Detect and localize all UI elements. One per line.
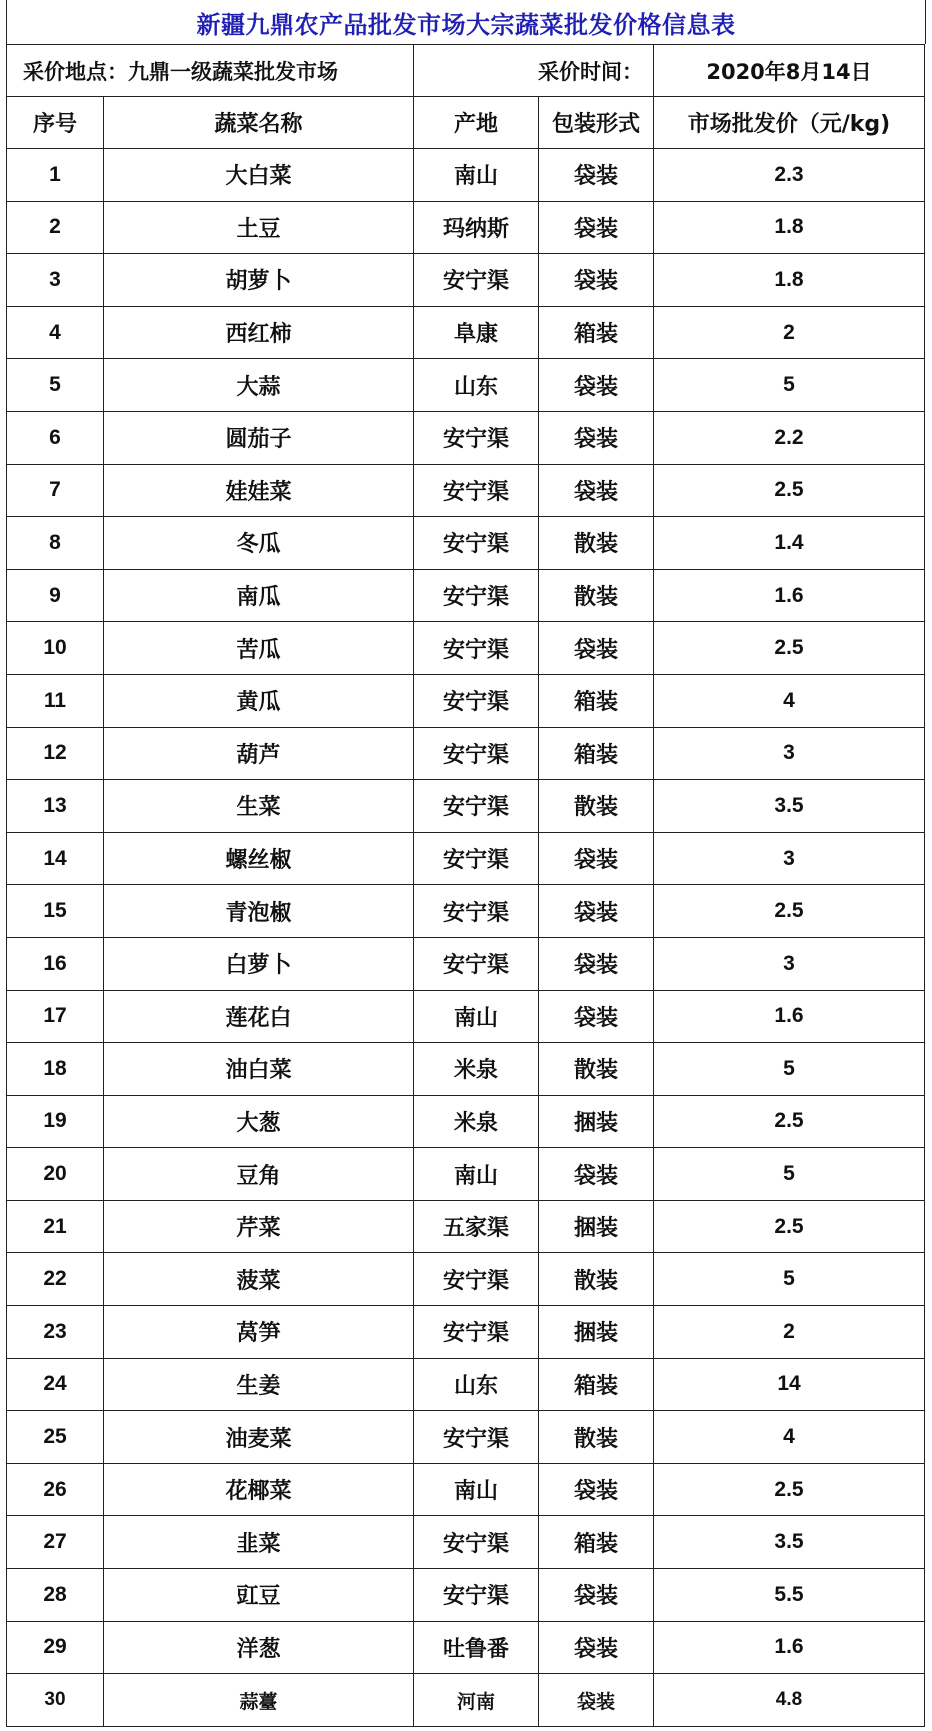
cell-price: 1.8: [654, 254, 925, 307]
cell-vegetable-name: 土豆: [104, 201, 414, 254]
cell-packaging: 袋装: [539, 1148, 654, 1201]
cell-origin: 南山: [414, 990, 539, 1043]
table-row: [7, 937, 925, 990]
cell-index: 9: [7, 569, 104, 622]
table-row: [7, 990, 925, 1043]
cell-vegetable-name: 大葱: [104, 1095, 414, 1148]
cell-packaging: 箱装: [539, 306, 654, 359]
table-row: [7, 569, 925, 622]
cell-vegetable-name: 大白菜: [104, 149, 414, 202]
cell-vegetable-name: 生姜: [104, 1358, 414, 1411]
cell-price: 1.8: [654, 201, 925, 254]
cell-origin: 米泉: [414, 1095, 539, 1148]
table-row: [7, 201, 925, 254]
cell-index: 22: [7, 1253, 104, 1306]
cell-packaging: 捆装: [539, 1306, 654, 1359]
cell-origin: 安宁渠: [414, 1516, 539, 1569]
table-row: [7, 411, 925, 464]
cell-origin: 阜康: [414, 306, 539, 359]
cell-price: 2.5: [654, 1463, 925, 1516]
cell-vegetable-name: 韭菜: [104, 1516, 414, 1569]
header-index: 序号: [7, 97, 104, 149]
cell-origin: 河南: [414, 1674, 539, 1727]
cell-packaging: 捆装: [539, 1200, 654, 1253]
table-row: [7, 1043, 925, 1096]
table-row: [7, 1516, 925, 1569]
cell-price: 2.5: [654, 464, 925, 517]
cell-vegetable-name: 油麦菜: [104, 1411, 414, 1464]
cell-price: 4: [654, 674, 925, 727]
table-row: [7, 1674, 925, 1727]
cell-origin: 安宁渠: [414, 464, 539, 517]
cell-origin: 安宁渠: [414, 1569, 539, 1622]
cell-price: 5: [654, 1043, 925, 1096]
cell-origin: 吐鲁番: [414, 1621, 539, 1674]
cell-index: 3: [7, 254, 104, 307]
table-row: [7, 1200, 925, 1253]
cell-vegetable-name: 苦瓜: [104, 622, 414, 675]
table-row: [7, 517, 925, 570]
cell-index: 23: [7, 1306, 104, 1359]
table-row: [7, 1253, 925, 1306]
cell-packaging: 袋装: [539, 359, 654, 412]
cell-price: 1.6: [654, 569, 925, 622]
header-packaging: 包装形式: [539, 97, 654, 149]
cell-index: 26: [7, 1463, 104, 1516]
cell-vegetable-name: 青泡椒: [104, 885, 414, 938]
table-row: [7, 885, 925, 938]
cell-vegetable-name: 豇豆: [104, 1569, 414, 1622]
table-row: [7, 1621, 925, 1674]
cell-index: 11: [7, 674, 104, 727]
cell-vegetable-name: 圆茄子: [104, 411, 414, 464]
cell-origin: 安宁渠: [414, 622, 539, 675]
cell-packaging: 散装: [539, 1253, 654, 1306]
table-row: [7, 359, 925, 412]
cell-index: 8: [7, 517, 104, 570]
cell-index: 12: [7, 727, 104, 780]
cell-origin: 南山: [414, 149, 539, 202]
cell-origin: 安宁渠: [414, 1253, 539, 1306]
meta-row: [7, 45, 925, 97]
cell-index: 7: [7, 464, 104, 517]
cell-origin: 山东: [414, 359, 539, 412]
cell-origin: 玛纳斯: [414, 201, 539, 254]
table-row: [7, 306, 925, 359]
cell-price: 14: [654, 1358, 925, 1411]
table-row: [7, 1411, 925, 1464]
table-row: [7, 1463, 925, 1516]
cell-price: 3: [654, 727, 925, 780]
price-table: [6, 44, 925, 1727]
table-row: [7, 780, 925, 833]
table-row: [7, 1095, 925, 1148]
cell-origin: 安宁渠: [414, 1306, 539, 1359]
cell-price: 2.3: [654, 149, 925, 202]
table-row: [7, 464, 925, 517]
cell-packaging: 袋装: [539, 254, 654, 307]
table-row: [7, 622, 925, 675]
cell-vegetable-name: 冬瓜: [104, 517, 414, 570]
cell-vegetable-name: 胡萝卜: [104, 254, 414, 307]
cell-packaging: 散装: [539, 1043, 654, 1096]
cell-origin: 南山: [414, 1463, 539, 1516]
cell-packaging: 箱装: [539, 1516, 654, 1569]
cell-origin: 安宁渠: [414, 254, 539, 307]
cell-price: 5.5: [654, 1569, 925, 1622]
cell-price: 3.5: [654, 1516, 925, 1569]
cell-index: 18: [7, 1043, 104, 1096]
cell-packaging: 箱装: [539, 727, 654, 780]
cell-price: 4: [654, 1411, 925, 1464]
cell-vegetable-name: 菠菜: [104, 1253, 414, 1306]
table-row: [7, 1569, 925, 1622]
cell-vegetable-name: 黄瓜: [104, 674, 414, 727]
time-value: 2020年8月14日: [654, 45, 925, 97]
cell-packaging: 袋装: [539, 1569, 654, 1622]
cell-index: 19: [7, 1095, 104, 1148]
cell-price: 5: [654, 1253, 925, 1306]
cell-origin: 安宁渠: [414, 411, 539, 464]
table-row: [7, 254, 925, 307]
cell-price: 3.5: [654, 780, 925, 833]
cell-price: 1.6: [654, 1621, 925, 1674]
cell-vegetable-name: 豆角: [104, 1148, 414, 1201]
cell-packaging: 袋装: [539, 937, 654, 990]
cell-origin: 安宁渠: [414, 832, 539, 885]
cell-vegetable-name: 生菜: [104, 780, 414, 833]
cell-vegetable-name: 娃娃菜: [104, 464, 414, 517]
cell-origin: 南山: [414, 1148, 539, 1201]
cell-index: 14: [7, 832, 104, 885]
time-label: 采价时间：: [414, 45, 654, 97]
cell-packaging: 捆装: [539, 1095, 654, 1148]
table-row: [7, 832, 925, 885]
cell-index: 30: [7, 1674, 104, 1727]
cell-price: 2.5: [654, 1200, 925, 1253]
cell-vegetable-name: 白萝卜: [104, 937, 414, 990]
header-origin: 产地: [414, 97, 539, 149]
cell-vegetable-name: 芹菜: [104, 1200, 414, 1253]
cell-packaging: 袋装: [539, 1621, 654, 1674]
location-label: 采价地点：九鼎一级蔬菜批发市场: [7, 45, 414, 97]
cell-packaging: 箱装: [539, 1358, 654, 1411]
table-row: [7, 1306, 925, 1359]
cell-price: 2: [654, 306, 925, 359]
cell-origin: 安宁渠: [414, 569, 539, 622]
cell-packaging: 袋装: [539, 464, 654, 517]
table-row: [7, 727, 925, 780]
cell-index: 4: [7, 306, 104, 359]
cell-price: 2: [654, 1306, 925, 1359]
table-row: [7, 149, 925, 202]
cell-index: 20: [7, 1148, 104, 1201]
cell-price: 4.8: [654, 1674, 925, 1727]
cell-origin: 山东: [414, 1358, 539, 1411]
cell-index: 15: [7, 885, 104, 938]
cell-index: 1: [7, 149, 104, 202]
cell-price: 2.2: [654, 411, 925, 464]
cell-packaging: 袋装: [539, 149, 654, 202]
cell-origin: 安宁渠: [414, 1411, 539, 1464]
cell-packaging: 袋装: [539, 411, 654, 464]
cell-packaging: 袋装: [539, 1463, 654, 1516]
cell-index: 2: [7, 201, 104, 254]
cell-packaging: 袋装: [539, 201, 654, 254]
cell-index: 28: [7, 1569, 104, 1622]
cell-price: 3: [654, 937, 925, 990]
cell-index: 13: [7, 780, 104, 833]
cell-price: 2.5: [654, 885, 925, 938]
cell-price: 5: [654, 1148, 925, 1201]
cell-index: 5: [7, 359, 104, 412]
cell-index: 10: [7, 622, 104, 675]
cell-origin: 安宁渠: [414, 727, 539, 780]
cell-vegetable-name: 葫芦: [104, 727, 414, 780]
cell-index: 6: [7, 411, 104, 464]
cell-price: 1.4: [654, 517, 925, 570]
cell-vegetable-name: 洋葱: [104, 1621, 414, 1674]
cell-vegetable-name: 西红柿: [104, 306, 414, 359]
cell-price: 5: [654, 359, 925, 412]
header-name: 蔬菜名称: [104, 97, 414, 149]
cell-vegetable-name: 花椰菜: [104, 1463, 414, 1516]
cell-vegetable-name: 油白菜: [104, 1043, 414, 1096]
cell-index: 17: [7, 990, 104, 1043]
cell-vegetable-name: 南瓜: [104, 569, 414, 622]
page-title: 新疆九鼎农产品批发市场大宗蔬菜批发价格信息表: [6, 0, 926, 44]
cell-index: 16: [7, 937, 104, 990]
cell-packaging: 袋装: [539, 832, 654, 885]
cell-origin: 安宁渠: [414, 674, 539, 727]
cell-index: 21: [7, 1200, 104, 1253]
cell-vegetable-name: 大蒜: [104, 359, 414, 412]
cell-vegetable-name: 螺丝椒: [104, 832, 414, 885]
header-row: [7, 97, 925, 149]
cell-packaging: 袋装: [539, 622, 654, 675]
cell-price: 2.5: [654, 622, 925, 675]
cell-price: 1.6: [654, 990, 925, 1043]
cell-packaging: 箱装: [539, 674, 654, 727]
cell-origin: 安宁渠: [414, 780, 539, 833]
cell-origin: 安宁渠: [414, 885, 539, 938]
cell-origin: 安宁渠: [414, 937, 539, 990]
table-row: [7, 1358, 925, 1411]
cell-origin: 五家渠: [414, 1200, 539, 1253]
cell-price: 2.5: [654, 1095, 925, 1148]
cell-packaging: 袋装: [539, 1674, 654, 1727]
cell-origin: 安宁渠: [414, 517, 539, 570]
cell-index: 24: [7, 1358, 104, 1411]
cell-packaging: 散装: [539, 1411, 654, 1464]
cell-price: 3: [654, 832, 925, 885]
cell-index: 29: [7, 1621, 104, 1674]
table-row: [7, 1148, 925, 1201]
cell-vegetable-name: 蒜薹: [104, 1674, 414, 1727]
header-price: 市场批发价（元/kg): [654, 97, 925, 149]
cell-packaging: 散装: [539, 569, 654, 622]
cell-packaging: 袋装: [539, 885, 654, 938]
cell-origin: 米泉: [414, 1043, 539, 1096]
cell-packaging: 袋装: [539, 990, 654, 1043]
cell-packaging: 散装: [539, 780, 654, 833]
cell-index: 25: [7, 1411, 104, 1464]
cell-packaging: 散装: [539, 517, 654, 570]
cell-index: 27: [7, 1516, 104, 1569]
cell-vegetable-name: 莴笋: [104, 1306, 414, 1359]
table-row: [7, 674, 925, 727]
cell-vegetable-name: 莲花白: [104, 990, 414, 1043]
